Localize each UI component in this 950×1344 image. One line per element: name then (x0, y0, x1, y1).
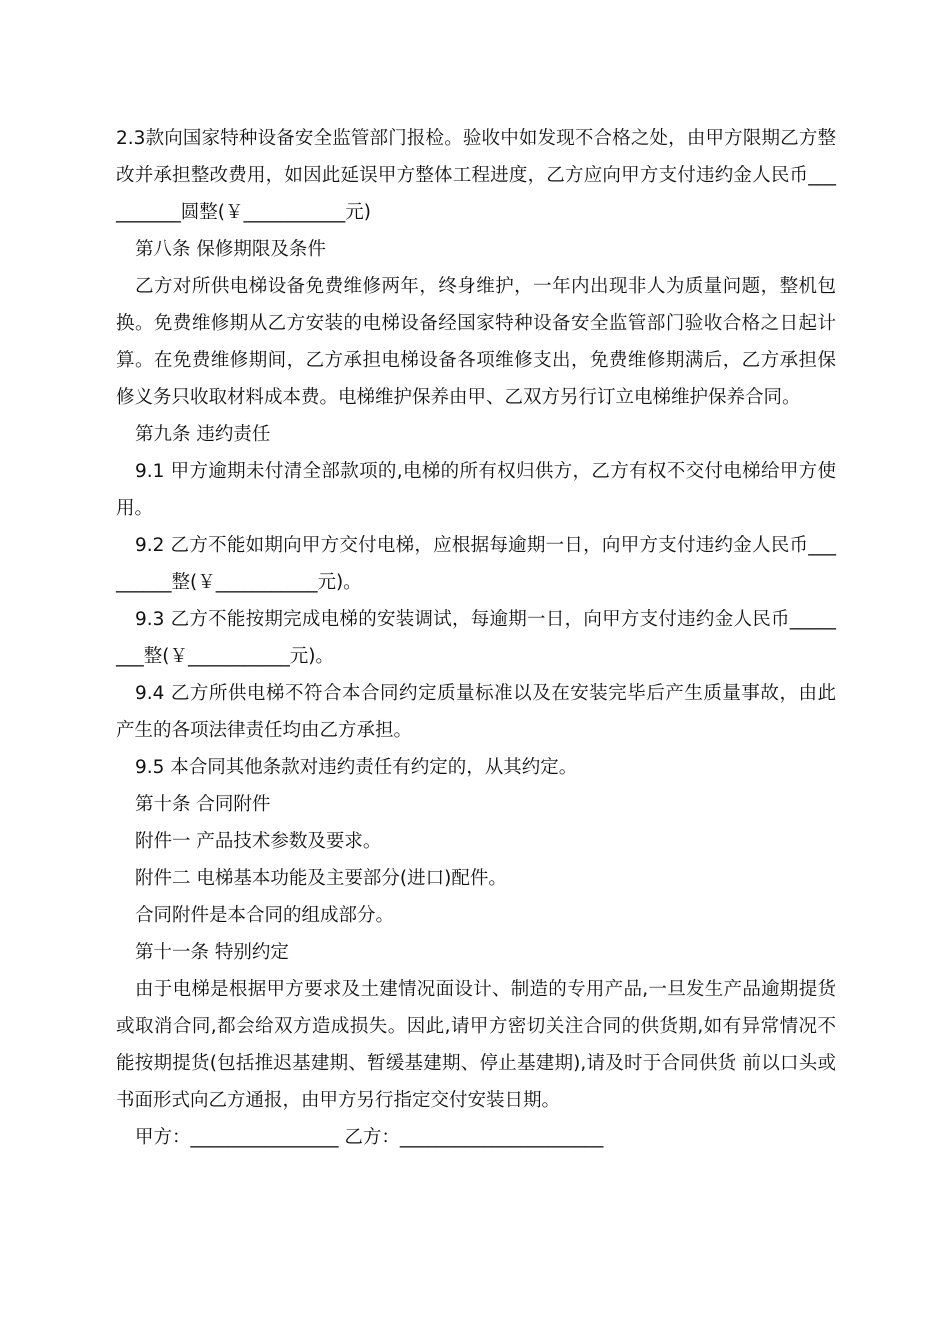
attachment-1: 附件一 产品技术参数及要求。 (135, 831, 382, 852)
heading-article-9: 第九条 违约责任 (135, 424, 271, 445)
clause-9-2: 9.2 乙方不能如期向甲方交付电梯，应根据每逾期一日，向甲方支付违约金人民币_________整(￥___________元)。 (116, 535, 836, 593)
clause-9-1: 9.1 甲方逾期未付清全部款项的,电梯的所有权归供方，乙方有权不交付电梯给甲方使用。 (116, 461, 836, 519)
attachment-note: 合同附件是本合同的组成部分。 (135, 905, 395, 926)
heading-article-10: 第十条 合同附件 (135, 794, 271, 815)
paragraph-special-terms: 由于电梯是根据甲方要求及土建情况面设计、制造的专用产品,一旦发生产品逾期提货或取消合同,都会给双方造成损失。因此,请甲方密切关注合同的供货期,如有异常情况不能按期提货(包括推迟基建期、暂缓基建期、停止基建期),请及时于合同供货 前以口头或书面形式向乙方通报，由甲方另行指定交付安装日期。 (116, 979, 836, 1111)
heading-article-11: 第十一条 特别约定 (135, 942, 289, 963)
clause-9-4: 9.4 乙方所供电梯不符合本合同约定质量标准以及在安装完毕后产生质量事故，由此产生的各项法律责任均由乙方承担。 (116, 683, 836, 741)
clause-9-3: 9.3 乙方不能按期完成电梯的安装调试，每逾期一日，向甲方支付违约金人民币________整(￥___________元)。 (116, 609, 836, 667)
paragraph-warranty: 乙方对所供电梯设备免费维修两年，终身维护，一年内出现非人为质量问题，整机包换。免费维修期从乙方安装的电梯设备经国家特种设备安全监管部门验收合格之日起计算。在免费维修期间，乙方承担电梯设备各项维修支出，免费维修期满后，乙方承担保修义务只收取材料成本费。电梯维护保养由甲、乙双方另行订立电梯维护保养合同。 (116, 276, 836, 408)
attachment-2: 附件二 电梯基本功能及主要部分(进口)配件。 (135, 868, 507, 889)
document-page (116, 120, 836, 1156)
paragraph-clause-7-continuation: 2.3款向国家特种设备安全监管部门报检。验收中如发现不合格之处，由甲方限期乙方整改并承担整改费用，如因此延误甲方整体工程进度，乙方应向甲方支付违约金人民币__________圆整(￥___________元) (116, 128, 836, 223)
heading-article-8: 第八条 保修期限及条件 (135, 239, 326, 260)
signature-line: 甲方：________________ 乙方：______________________ (135, 1127, 604, 1148)
clause-9-5: 9.5 本合同其他条款对违约责任有约定的，从其约定。 (135, 757, 578, 778)
